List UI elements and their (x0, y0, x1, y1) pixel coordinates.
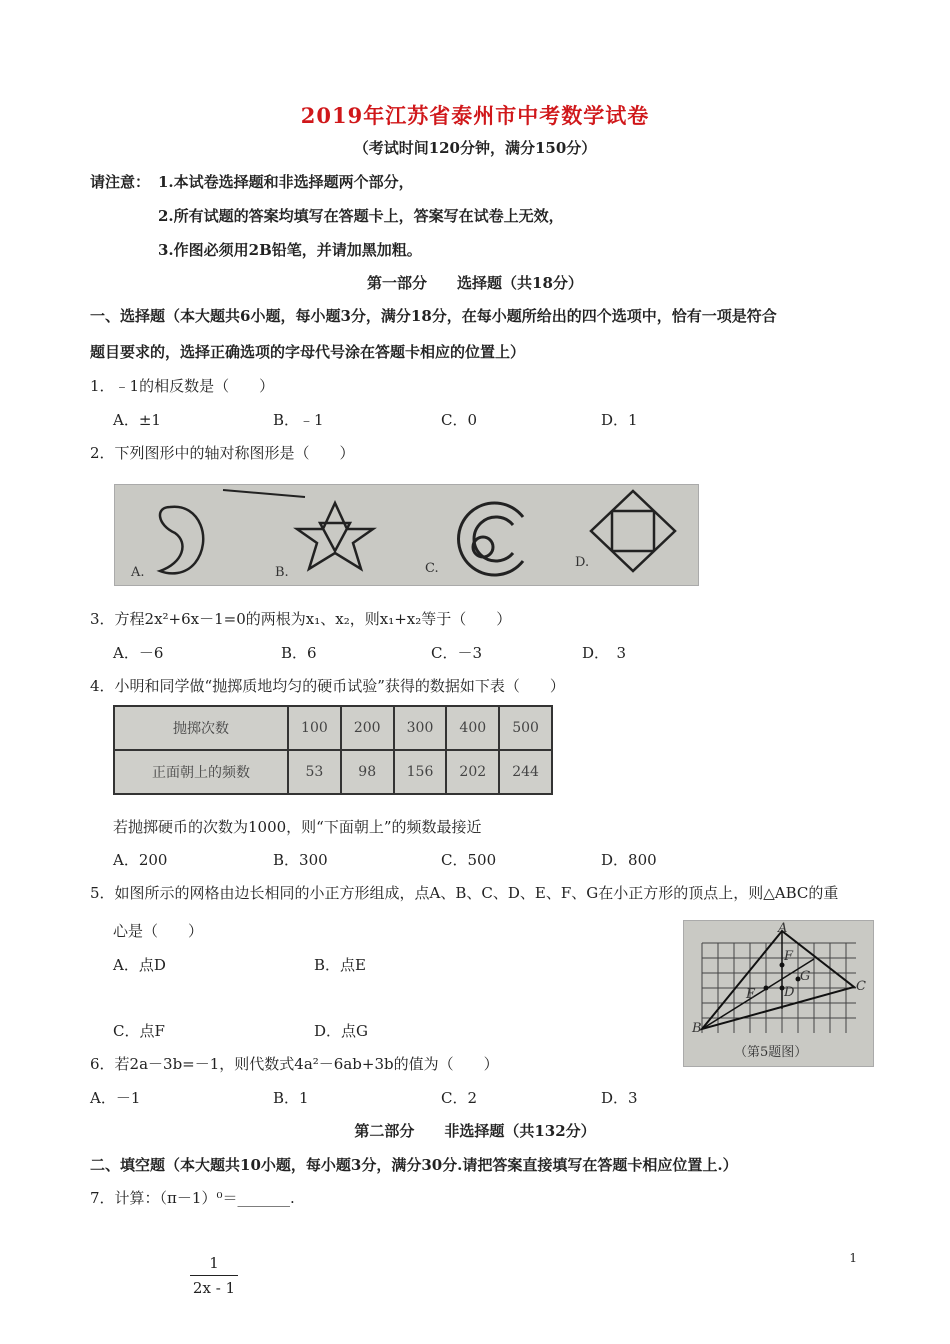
q3-option-d: D． 3 (582, 644, 627, 662)
section1-line2: 题目要求的，选择正确选项的字母代号涂在答题卡相应的位置上） (90, 343, 526, 361)
table-cell: 正面朝上的频数 (114, 750, 288, 794)
q1-option-a: A．±1 (113, 411, 161, 429)
q6-option-a: A．－1 (90, 1089, 141, 1107)
table-cell: 98 (341, 750, 394, 794)
figure-b-label: B. (275, 565, 289, 580)
figure-a-shape (160, 507, 203, 574)
fraction-numerator: 1 (209, 1254, 219, 1272)
table-row (114, 750, 552, 794)
q4-option-b: B．300 (273, 851, 328, 869)
q5-point-e: E (746, 987, 756, 1002)
table-cell: 300 (394, 706, 447, 750)
q5-option-a: A．点D (113, 956, 166, 974)
table-cell: 156 (394, 750, 447, 794)
notice-item-3: 3.作图必须用2B铅笔，并请加黑加粗。 (158, 241, 422, 259)
q5-stem-line2: 心是（ ） (113, 922, 204, 940)
notice-item-1: 1.本试卷选择题和非选择题两个部分， (158, 173, 414, 191)
table-cell: 244 (499, 750, 552, 794)
q3-stem: 3．方程2x²+6x－1=0的两根为x₁、x₂，则x₁+x₂等于（ ） (90, 610, 512, 628)
table-cell: 100 (288, 706, 341, 750)
q5-option-c: C．点F (113, 1022, 165, 1040)
section2-heading: 二、填空题（本大题共10小题，每小题3分，满分30分.请把答案直接填写在答题卡相应位置上.） (90, 1156, 738, 1174)
table-cell: 抛掷次数 (114, 706, 288, 750)
q4-option-a: A．200 (113, 851, 168, 869)
fraction-expression (190, 1254, 238, 1297)
q1-option-b: B．﹣1 (273, 411, 324, 429)
q6-option-c: C．2 (441, 1089, 478, 1107)
q4-follow-text: 若抛掷硬币的次数为1000，则“下面朝上”的频数最接近 (113, 818, 482, 836)
q5-point-d: D (784, 985, 795, 1000)
figure-d-shape (591, 491, 675, 571)
q5-point-b: B (692, 1021, 702, 1036)
q4-option-c: C．500 (441, 851, 497, 869)
fraction-denominator: 2x - 1 (192, 1279, 236, 1297)
q2-figure-strip (114, 484, 699, 586)
q6-stem: 6．若2a－3b=－1，则代数式4a²－6ab+3b的值为（ ） (90, 1055, 499, 1073)
figure-c-shape (459, 503, 523, 575)
q1-option-d: D．1 (601, 411, 638, 429)
q2-stem: 2．下列图形中的轴对称图形是（ ） (90, 444, 355, 462)
q5-option-b: B．点E (314, 956, 366, 974)
page-number: 1 (849, 1251, 857, 1265)
figure-a-label: A. (131, 565, 145, 580)
q5-option-d: D．点G (314, 1022, 369, 1040)
part1-heading: 第一部分 选择题（共18分） (367, 274, 583, 292)
exam-title: 2019年江苏省泰州市中考数学试卷 (300, 103, 650, 128)
q3-option-a: A．－6 (113, 644, 164, 662)
figure-b-shape (297, 503, 373, 569)
q3-option-c: C．－3 (431, 644, 483, 662)
exam-subtitle: （考试时间120分钟，满分150分） (353, 139, 597, 157)
table-cell: 200 (341, 706, 394, 750)
q2-figures-svg (115, 485, 698, 585)
q5-point-f: F (784, 949, 794, 964)
part2-heading: 第二部分 非选择题（共132分） (354, 1122, 596, 1140)
q6-option-d: D．3 (601, 1089, 638, 1107)
notice-label: 请注意： (90, 173, 151, 191)
figure-c-label: C. (425, 561, 439, 576)
q4-option-d: D．800 (601, 851, 657, 869)
q6-option-b: B．1 (273, 1089, 309, 1107)
q5-grid-figure (683, 920, 874, 1067)
q7-stem: 7．计算：（π－1）⁰＝_______. (90, 1189, 295, 1207)
q5-point-a: A (778, 921, 788, 936)
table-row (114, 706, 552, 750)
q1-option-c: C．0 (441, 411, 478, 429)
fraction-bar (190, 1275, 238, 1276)
q4-stem: 4．小明和同学做“抛掷质地均匀的硬币试验”获得的数据如下表（ ） (90, 677, 565, 695)
q4-frequency-table (113, 705, 553, 795)
section1-line1: 一、选择题（本大题共6小题，每小题3分，满分18分，在每小题所给出的四个选项中，恰有一项是符合 (90, 307, 777, 325)
table-cell: 202 (446, 750, 499, 794)
q5-point-g: G (800, 969, 811, 984)
figure-d-label: D. (575, 555, 590, 570)
table-cell: 53 (288, 750, 341, 794)
q3-option-b: B．6 (281, 644, 317, 662)
q1-stem: 1．﹣1的相反数是（ ） (90, 377, 275, 395)
q5-stem-line1: 5．如图所示的网格由边长相同的小正方形组成，点A、B、C、D、E、F、G在小正方形的顶点上，则△ABC的重 (90, 884, 839, 902)
q5-figure-caption: （第5题图） (734, 1045, 808, 1060)
q5-point-c: C (856, 979, 866, 994)
table-cell: 500 (499, 706, 552, 750)
table-cell: 400 (446, 706, 499, 750)
notice-item-2: 2.所有试题的答案均填写在答题卡上，答案写在试卷上无效， (158, 207, 564, 225)
